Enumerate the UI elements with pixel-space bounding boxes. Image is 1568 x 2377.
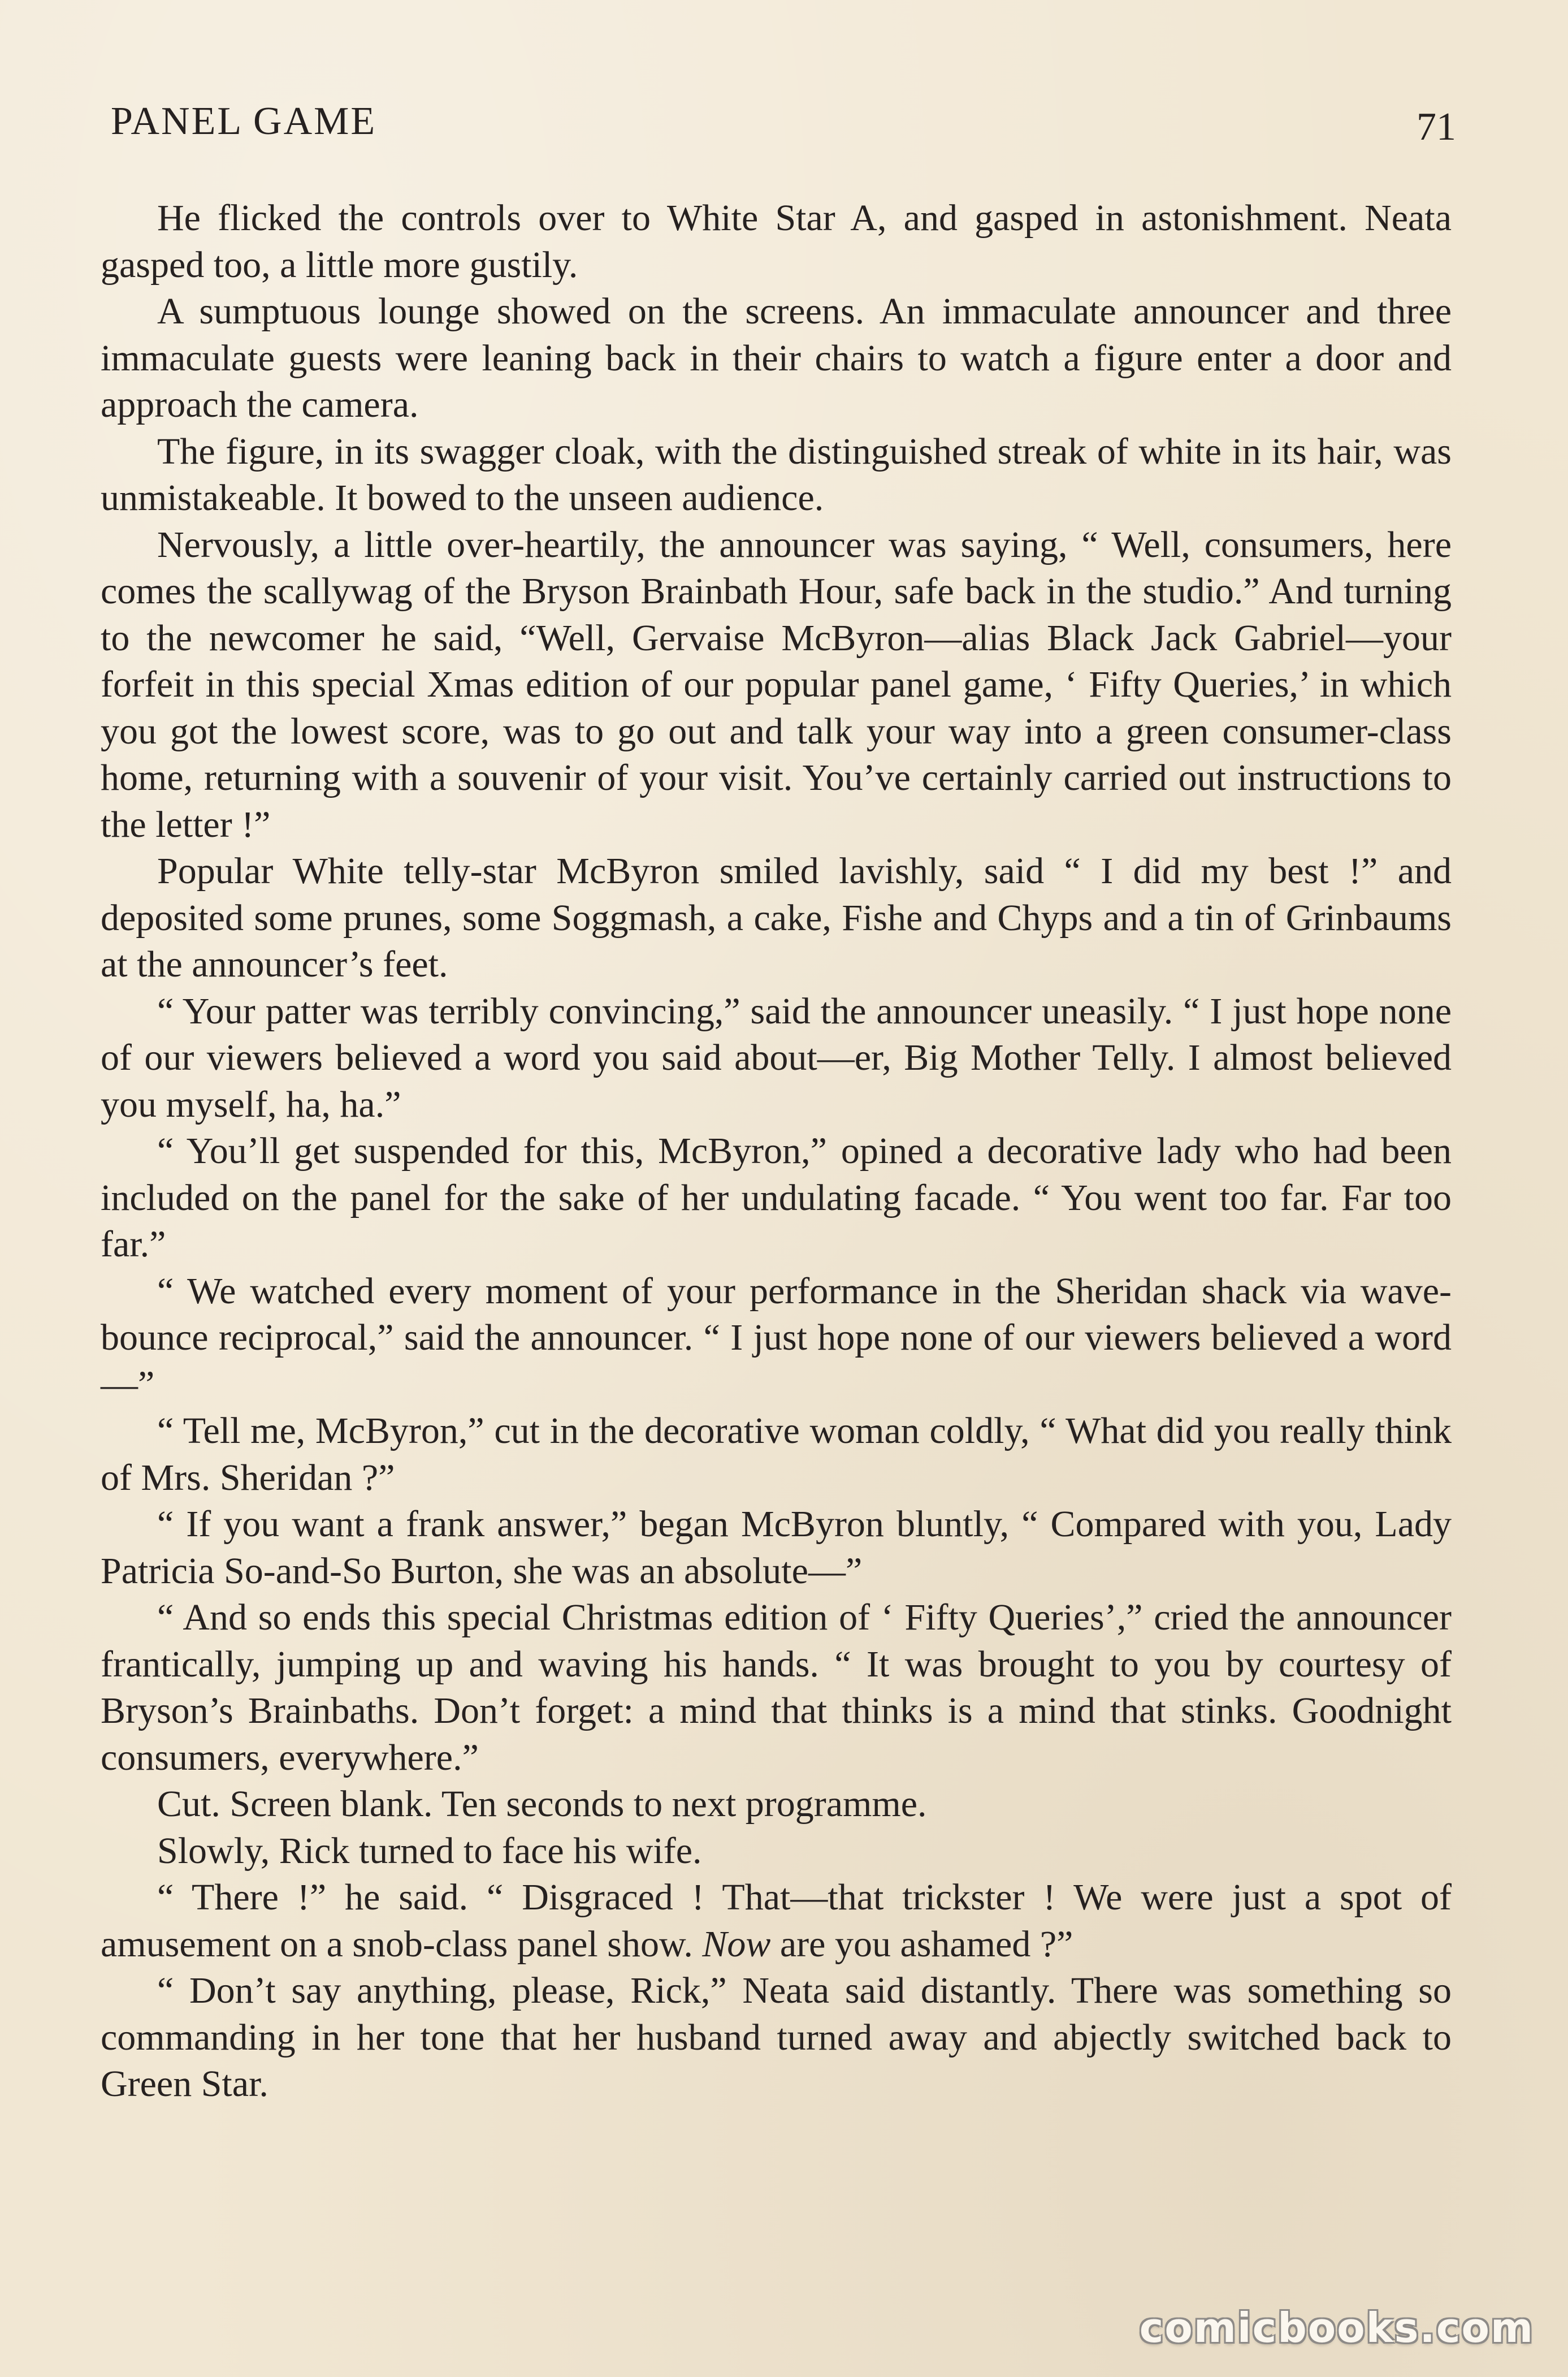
running-title: PANEL GAME [111,100,377,143]
running-head [111,96,1456,158]
paragraph: “ And so ends this special Christmas edition of ‘ Fifty Queries’,” cried the announcer frantically, jumping up and waving his hands. “ It was brought to you by courtesy of Bryson’s Brainbaths. Don’t forget: a mind that thinks is a mind that stinks. Goodnight consumers, everywhere.” [101,1597,1452,1778]
paragraph: Nervously, a little over-heartily, the announcer was saying, “ Well, consumers, here comes the scallywag of the Bryson Brainbath Hour, safe back in the studio.” And turning to the newcomer he said, “Well, Gervaise McByron—alias Black Jack Gabriel—your forfeit in this special Xmas edition of our popular panel game, ‘ Fifty Queries,’ in which you got the lowest score, was to go out and talk your way into a green consumer-class home, returning with a souvenir of your visit. You’ve certainly carried out instructions to the letter !” [101,524,1452,845]
paragraph: Popular White telly-star McByron smiled lavishly, said “ I did my best !” and deposited some prunes, some Soggmash, a cake, Fishe and Chyps and a tin of Grinbaums at the announcer’s feet. [101,850,1452,985]
paragraph: He flicked the controls over to White Star A, and gasped in astonishment. Neata gasped too, a little more gustily. [101,197,1452,286]
page-number: 71 [1417,105,1456,149]
paragraph: “ If you want a frank answer,” began McByron bluntly, “ Compared with you, Lady Patricia So-and-So Burton, she was an absolute—” [101,1503,1452,1592]
paragraph: Slowly, Rick turned to face his wife. [157,1830,702,1872]
body-text [101,195,1452,2108]
paragraph: “ We watched every moment of your performance in the Sheridan shack via wave-bounce reciprocal,” said the announcer. “ I just hope none of our viewers believed a word—” [101,1270,1452,1405]
paragraph-ashamed [101,1874,1452,1968]
paragraph: “ Tell me, McByron,” cut in the decorative woman coldly, “ What did you really think of Mrs. Sheridan ?” [101,1410,1452,1498]
italic-emphasis: Now [702,1923,771,1965]
ashamed-text-before: “ There !” he said. “ Disgraced ! That—that trickster ! We were just a spot of amusement on a snob-class panel show. [101,1877,1452,1965]
paragraph: Cut. Screen blank. Ten seconds to next programme. [157,1783,927,1825]
paragraph: “ Your patter was terribly convincing,” said the announcer uneasily. “ I just hope none of our viewers believed a word you said about—er, Big Mother Telly. I almost believed you myself, ha, ha.” [101,990,1452,1125]
paragraph: The figure, in its swagger cloak, with the distinguished streak of white in its hair, was unmistakeable. It bowed to the unseen audience. [101,430,1452,518]
watermark: comicbooks.com [1139,2304,1534,2352]
closing-paragraph: “ Don’t say anything, please, Rick,” Neata said distantly. There was something so commanding in her tone that her husband turned away and abjectly switched back to Green Star. [101,1970,1452,2104]
ashamed-text-after: are you ashamed ?” [770,1923,1073,1965]
paragraph: “ You’ll get suspended for this, McByron,” opined a decorative lady who had been included on the panel for the sake of her undulating facade. “ You went too far. Far too far.” [101,1130,1452,1265]
paragraph: A sumptuous lounge showed on the screens. An immaculate announcer and three immaculate guests were leaning back in their chairs to watch a figure enter a door and approach the camera. [101,291,1452,425]
